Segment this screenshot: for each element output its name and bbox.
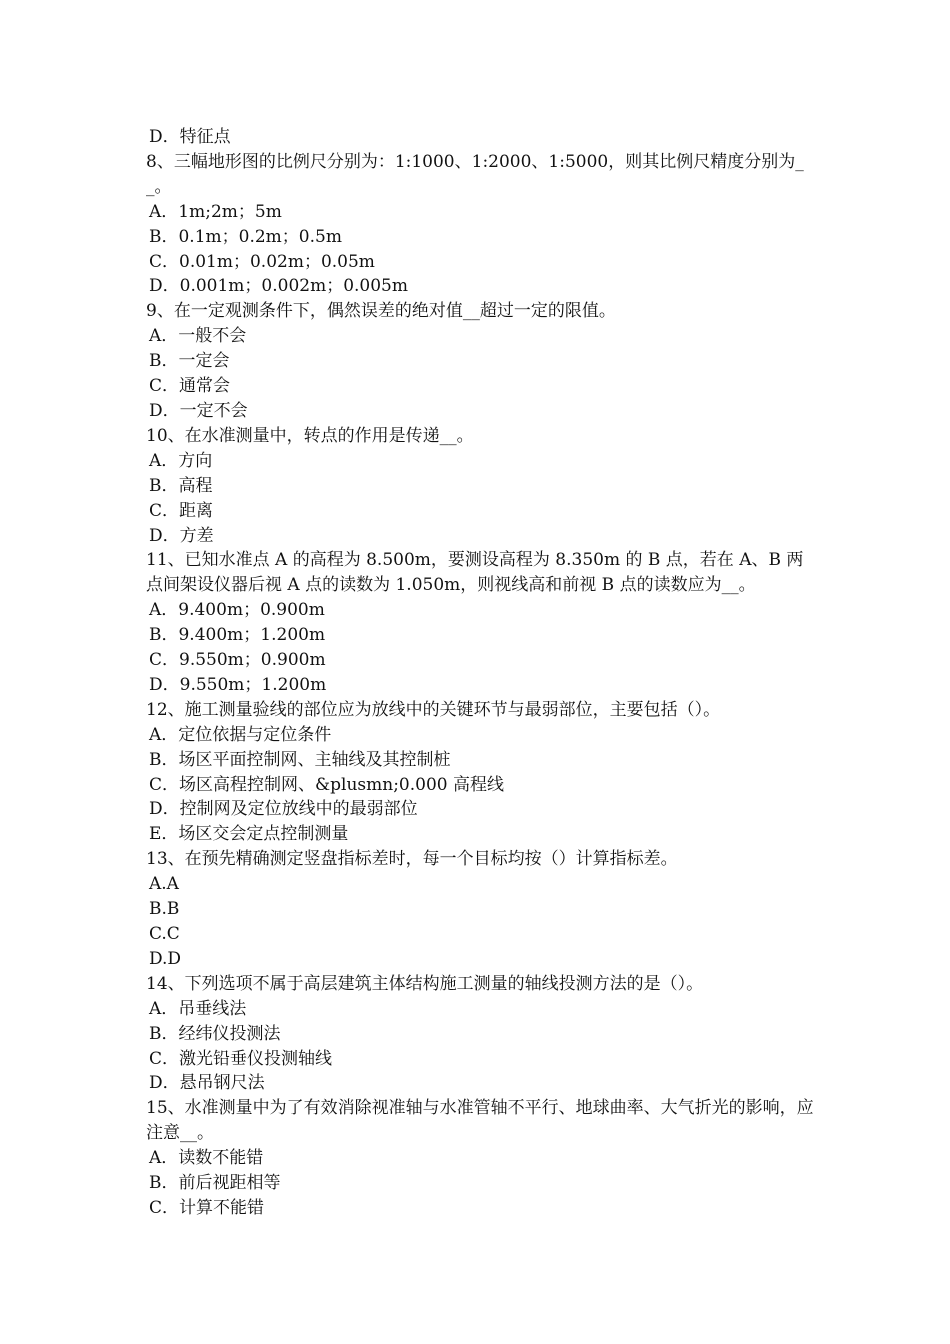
answer-option: C．9.550m；0.900m: [149, 650, 326, 671]
answer-option: D．0.001m；0.002m；0.005m: [149, 276, 408, 297]
question-text: 11、已知水准点 A 的高程为 8.500m，要测设高程为 8.350m 的 B 点，若在 A、B 两点间架设仪器后视 A 点的读数为 1.050m，则视线高和前视 B 点的读数应为__。: [146, 550, 804, 596]
answer-option: A．吊垂线法: [149, 998, 247, 1019]
question-text: 8、三幅地形图的比例尺分别为：1:1000、1:2000、1:5000，则其比例尺精度分别为__。: [146, 151, 804, 197]
answer-option: D．控制网及定位放线中的最弱部位: [149, 799, 418, 820]
question-text: 13、在预先精确测定竖盘指标差时，每一个目标均按（）计算指标差。: [146, 849, 678, 870]
answer-option: D．一定不会: [149, 400, 248, 421]
answer-option: A．定位依据与定位条件: [149, 724, 332, 745]
question-text: 14、下列选项不属于高层建筑主体结构施工测量的轴线投测方法的是（）。: [146, 973, 704, 994]
answer-option: A．方向: [149, 450, 213, 471]
answer-option: A．9.400m；0.900m: [149, 600, 325, 621]
answer-option: B．前后视距相等: [149, 1173, 281, 1194]
answer-option: B．一定会: [149, 351, 230, 372]
answer-option: A．读数不能错: [149, 1148, 264, 1169]
question-text: 15、水准测量中为了有效消除视准轴与水准管轴不平行、地球曲率、大气折光的影响，应注意__。: [146, 1098, 814, 1144]
answer-option: C．场区高程控制网、&plusmn;0.000 高程线: [149, 774, 504, 795]
answer-option: D．方差: [149, 525, 214, 546]
answer-option: B．高程: [149, 475, 213, 496]
answer-option: D.D: [149, 948, 182, 969]
answer-option: A．一般不会: [149, 326, 247, 347]
answer-option: B.B: [149, 899, 180, 920]
answer-option: D．悬吊钢尺法: [149, 1073, 265, 1094]
answer-option: C.C: [149, 924, 180, 944]
answer-option: C．通常会: [149, 376, 231, 397]
answer-option: C．激光铅垂仪投测轴线: [149, 1048, 333, 1069]
question-text: 10、在水准测量中，转点的作用是传递__。: [146, 425, 474, 446]
answer-option: B．经纬仪投测法: [149, 1023, 281, 1044]
answer-option: C．距离: [149, 500, 214, 521]
answer-option: D．特征点: [149, 127, 231, 147]
answer-option: C．计算不能错: [149, 1197, 265, 1218]
question-text: 12、施工测量验线的部位应为放线中的关键环节与最弱部位，主要包括（）。: [146, 699, 721, 720]
answer-option: C．0.01m；0.02m；0.05m: [149, 251, 375, 272]
question-text: 9、在一定观测条件下，偶然误差的绝对值__超过一定的限值。: [146, 301, 616, 322]
document-content: [146, 125, 816, 1221]
answer-option: B．9.400m；1.200m: [149, 625, 326, 646]
answer-option: A．1m;2m；5m: [149, 201, 282, 222]
answer-option: A.A: [149, 874, 179, 895]
answer-option: D．9.550m；1.200m: [149, 674, 327, 695]
answer-option: B．场区平面控制网、主轴线及其控制桩: [149, 749, 451, 770]
answer-option: B．0.1m；0.2m；0.5m: [149, 226, 342, 247]
answer-option: E．场区交会定点控制测量: [149, 824, 349, 845]
